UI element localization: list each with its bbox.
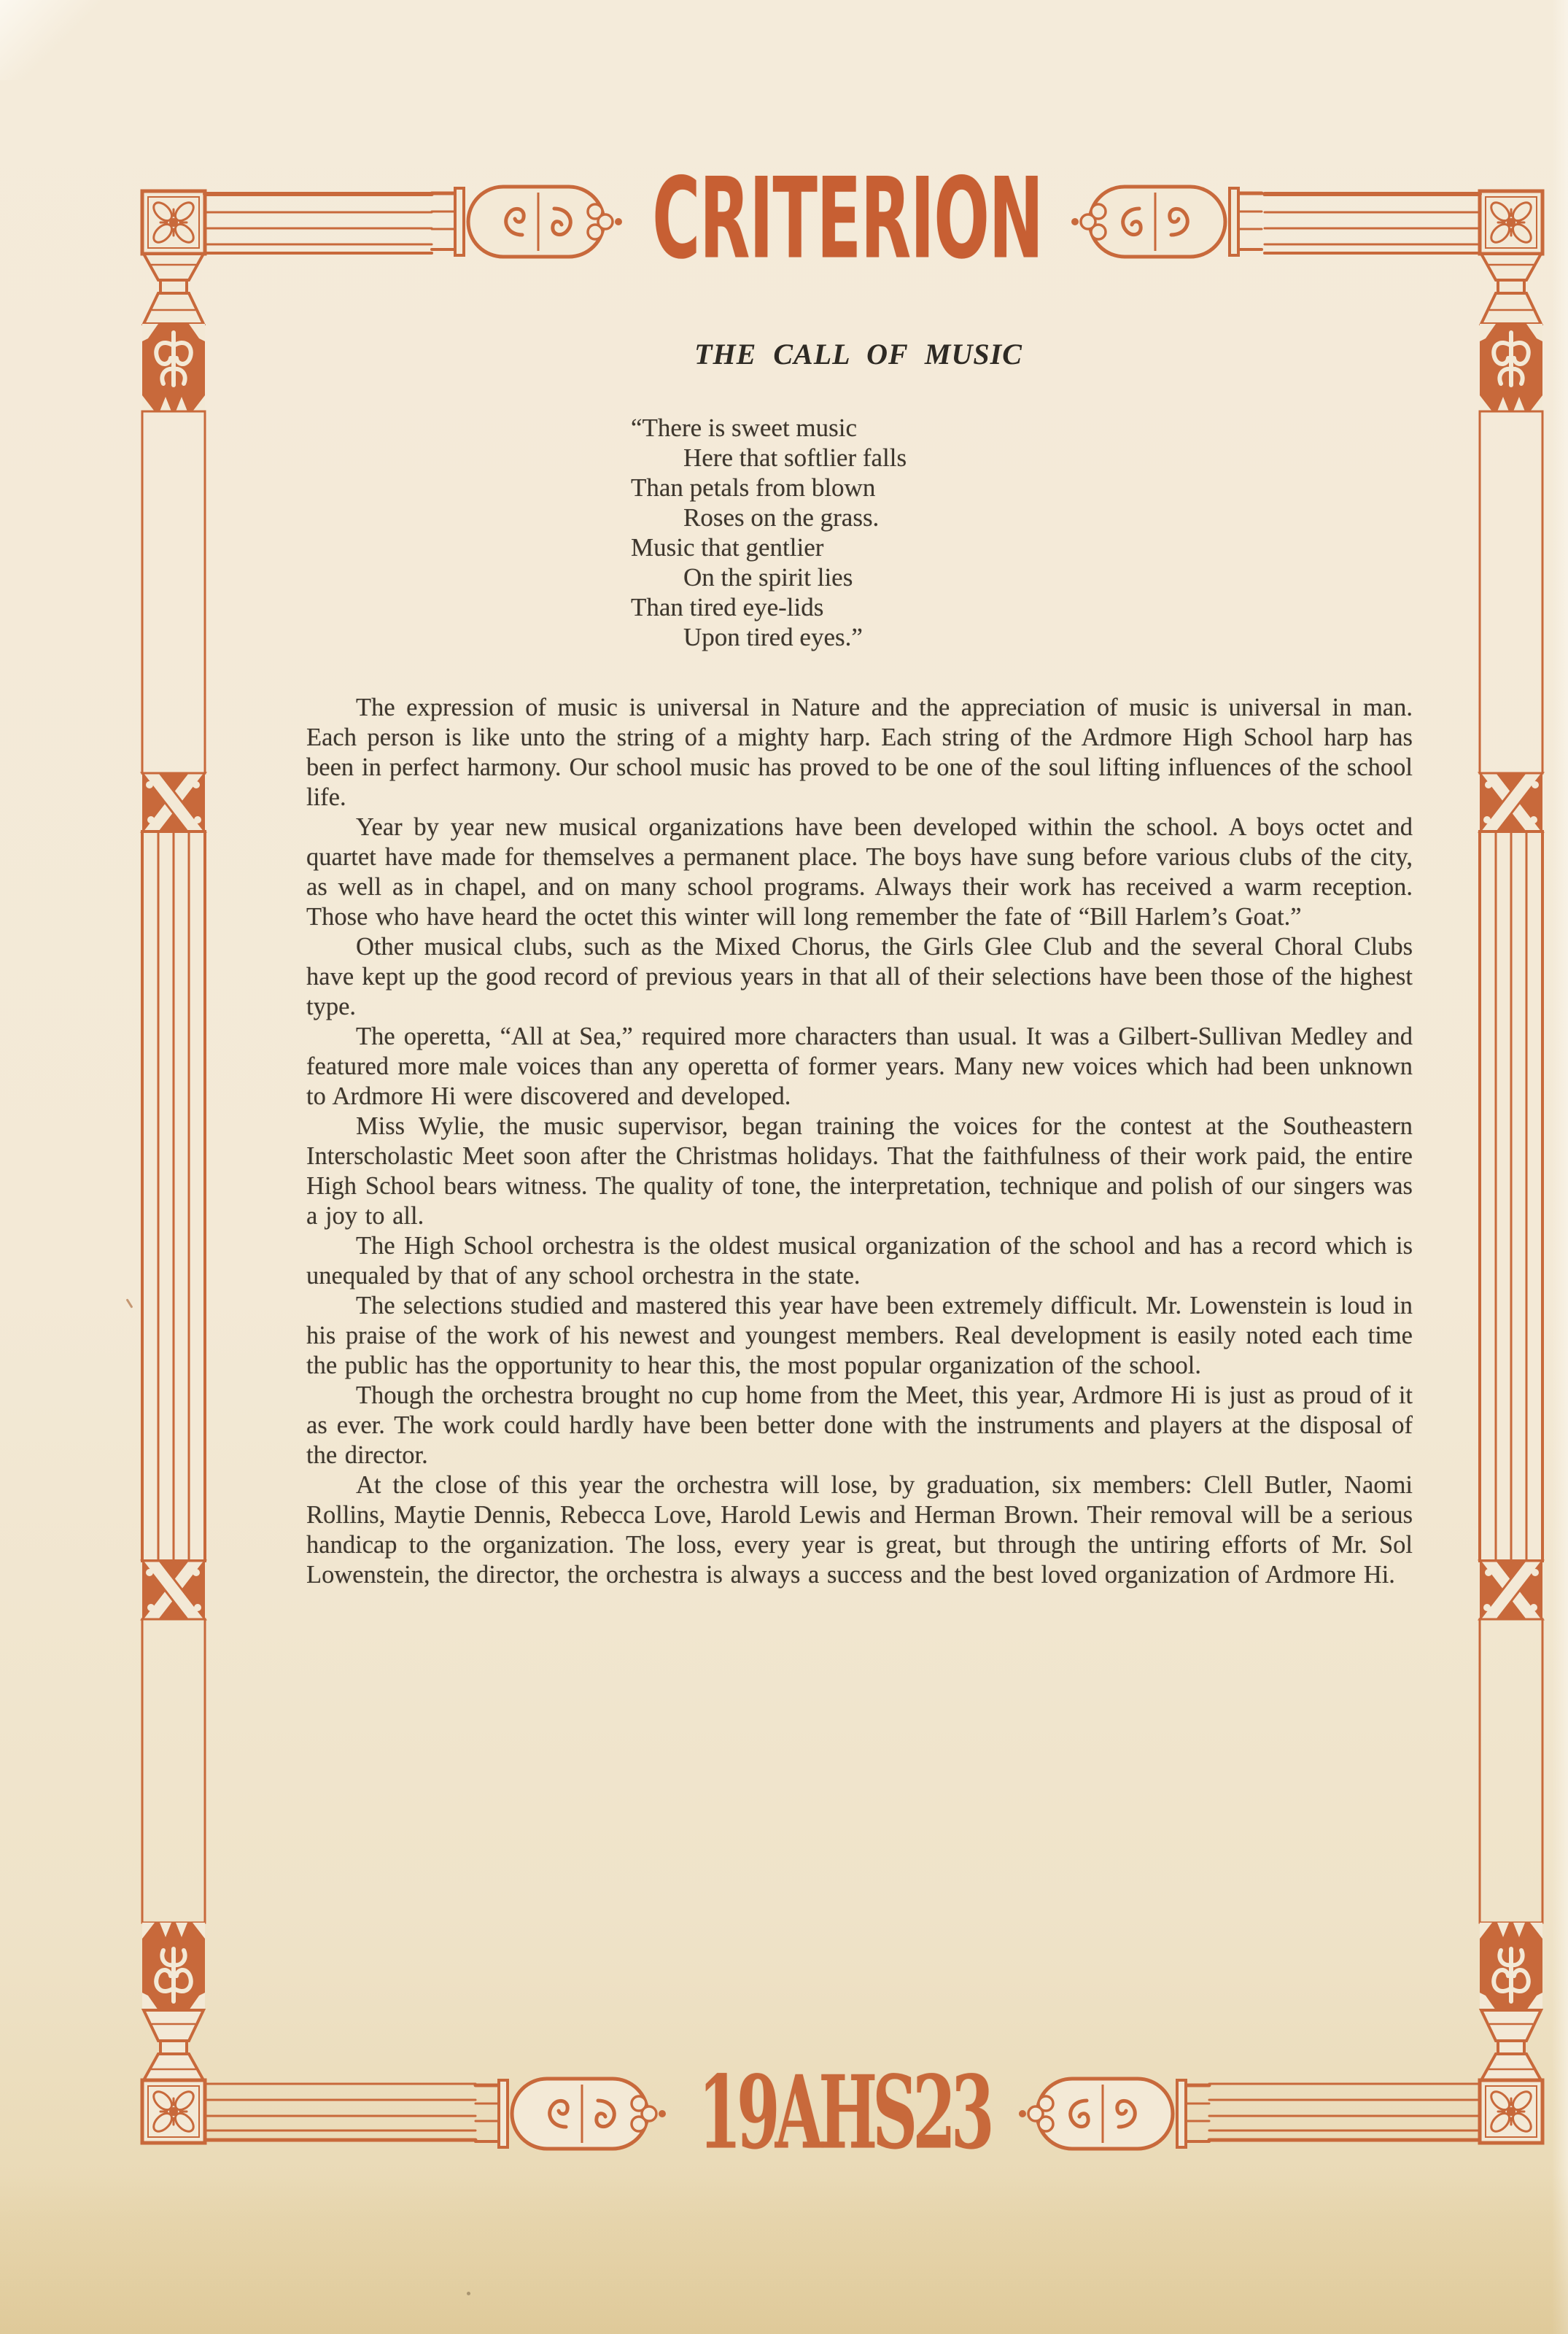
scroll-cartouche-icon bbox=[432, 187, 622, 257]
masthead-title: CRITERION bbox=[652, 154, 1043, 284]
right-border-column bbox=[1480, 191, 1542, 2143]
poem-line: On the spirit lies bbox=[683, 563, 853, 592]
scroll-cartouche-icon bbox=[476, 2079, 666, 2149]
poem-line: Roses on the grass. bbox=[683, 503, 880, 532]
poem-line: Upon tired eyes.” bbox=[683, 623, 863, 651]
poem-line: Here that softlier falls bbox=[683, 443, 907, 472]
ahs-1923-monogram: 19AHS23 bbox=[698, 2052, 990, 2172]
left-border-column bbox=[142, 191, 205, 2143]
article-body bbox=[306, 693, 1413, 1590]
scroll-cartouche-icon bbox=[1071, 187, 1262, 257]
poem-line: Than petals from blown bbox=[631, 473, 876, 502]
body-paragraph: The expression of music is universal in Nature and the appreciation of music is universal in man. Each person is like unto the string of a mighty harp. Each string of the Ardmore High School harp has been in perfect harmony. Our school music has proved to be one of the soul lifting influences of the school life. bbox=[306, 694, 1413, 811]
body-paragraph: The High School orchestra is the oldest musical organization of the school and has a record which is unequaled by that of any school orchestra in the state. bbox=[306, 1232, 1413, 1290]
body-paragraph: The operetta, “All at Sea,” required more characters than usual. It was a Gilbert-Sullivan Medley and featured more male voices than any operetta of former years. Many new voices which had been unknown to Ardmore Hi were discovered and developed. bbox=[306, 1023, 1413, 1110]
article-title: THE CALL OF MUSIC bbox=[694, 338, 1022, 371]
scroll-cartouche-icon bbox=[1019, 2079, 1209, 2149]
poem-line: “There is sweet music bbox=[631, 414, 858, 442]
body-paragraph: The selections studied and mastered this year have been extremely difficult. Mr. Lowenstein is loud in his praise of the work of his newest and youngest members. Real development is easily noted each time the public has the opportunity to hear this, the most popular organization of the school. bbox=[306, 1292, 1413, 1379]
poem-block bbox=[631, 413, 907, 652]
body-paragraph: At the close of this year the orchestra will lose, by graduation, six members: Clell Butler, Naomi Rollins, Maytie Dennis, Rebecca Love, Harold Lewis and Herman Brown. Their removal will be a serious handicap to the organization. The loss, every year is great, but through the untiring efforts of Mr. Sol Lowenstein, the director, the orchestra is always a success and the best loved organization of Ardmore Hi. bbox=[306, 1471, 1413, 1589]
poem-line: Than tired eye-lids bbox=[631, 593, 824, 621]
body-paragraph: Other musical clubs, such as the Mixed Chorus, the Girls Glee Club and the several Choral Clubs have kept up the good record of previous years in that all of their selections have been those of the highest type. bbox=[306, 933, 1413, 1020]
body-paragraph: Year by year new musical organizations have been developed within the school. A boys octet and quartet have made for themselves a permanent place. The boys have sung before various clubs of the city, as well as in chapel, and on many school programs. Always their work has received a warm reception. Those who have heard the octet this winter will long remember the fate of “Bill Harlem’s Goat.” bbox=[306, 813, 1413, 931]
body-paragraph: Miss Wylie, the music supervisor, began training the voices for the contest at the Southeastern Interscholastic Meet soon after the Christmas holidays. That the faithfulness of their work paid, the entire High School bears witness. The quality of tone, the interpretation, technique and polish of our singers was a joy to all. bbox=[306, 1112, 1413, 1230]
poem-line: Music that gentlier bbox=[631, 533, 824, 562]
stray-mark bbox=[467, 2292, 470, 2295]
body-paragraph: Though the orchestra brought no cup home from the Meet, this year, Ardmore Hi is just as proud of it as ever. The work could hardly have been better done with the instruments and players at the disposal of the director. bbox=[306, 1381, 1413, 1469]
